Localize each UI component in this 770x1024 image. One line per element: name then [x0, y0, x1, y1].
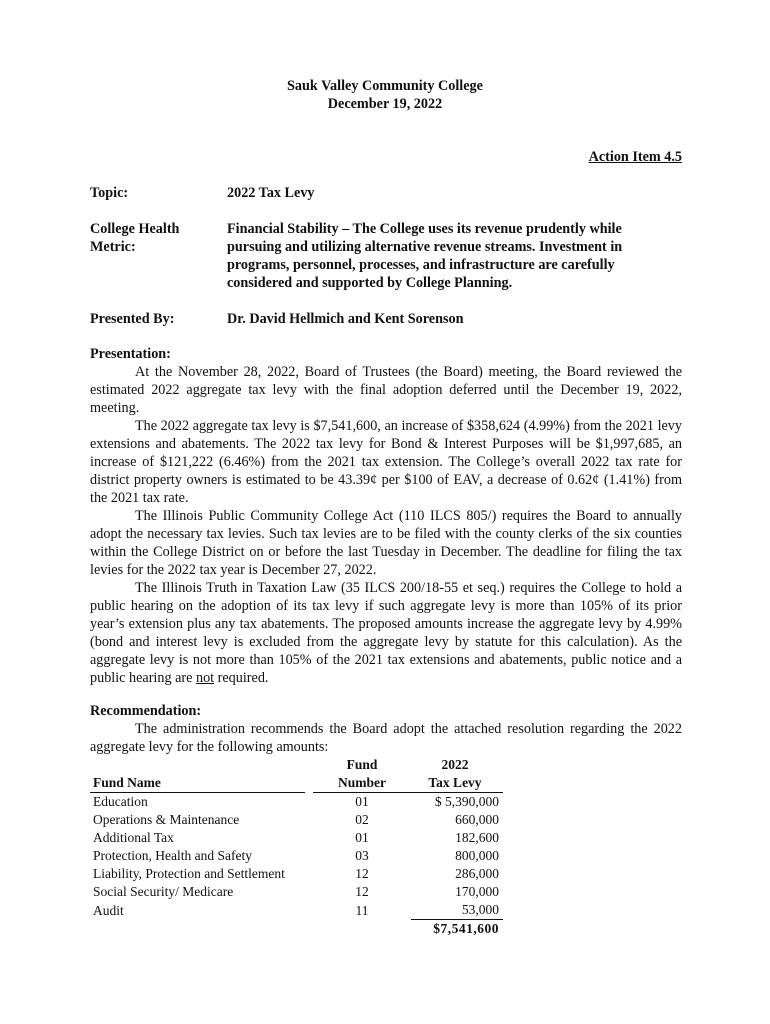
fund-levy: 53,000 [461, 902, 499, 917]
table-row [90, 793, 503, 812]
fund-levy: 800,000 [455, 848, 499, 863]
fund-number: 01 [355, 830, 369, 845]
fund-name: Additional Tax [93, 830, 174, 845]
table-row [90, 883, 503, 901]
meeting-date: December 19, 2022 [327, 96, 443, 112]
presented-by-value: Dr. David Hellmich and Kent Sorenson [227, 311, 464, 327]
table-total-row [90, 920, 503, 939]
presented-by-label: Presented By: [90, 311, 175, 327]
table-header-row-2 [90, 774, 503, 793]
recommendation-body [90, 720, 682, 756]
metric-label-line2: Metric: [90, 239, 136, 255]
metric-label-line1: College Health [90, 221, 180, 237]
fund-number: 01 [355, 794, 369, 809]
table-row [90, 901, 503, 920]
fund-name: Liability, Protection and Settlement [93, 866, 285, 881]
paragraph-4-end: required. [214, 670, 269, 686]
presentation-paragraph-4 [90, 579, 682, 687]
fund-number: 12 [355, 866, 369, 881]
fund-name: Education [93, 794, 148, 809]
presentation-paragraph-3: The Illinois Public Community College Act (110 ILCS 805/) requires the Board to annually adopt the necessary tax levies. Such tax levies are to be filed with the county clerks of the six counties within the College District on or before the last Tuesday in December. The deadline for filing the tax levies for the 2022 tax year is December 27, 2022. [90, 508, 682, 578]
metric-value: Financial Stability – The College uses its revenue prudently while pursuing and utilizing alternative revenue streams. Investment in programs, personnel, processes, and infrastructure are carefully considered and supported by College Planning. [227, 221, 623, 291]
table-header-row-1 [90, 756, 503, 774]
college-name: Sauk Valley Community College [287, 78, 483, 94]
presentation-paragraph-1: At the November 28, 2022, Board of Trustees (the Board) meeting, the Board reviewed the estimated 2022 aggregate tax levy with the final adoption deferred until the December 19, 2022, meeting. [90, 364, 682, 416]
paragraph-4-text: The Illinois Truth in Taxation Law (35 ILCS 200/18-55 et seq.) requires the College to hold a public hearing on the adoption of its tax levy if such aggregate levy is more than 105% of its prior year’s extension plus any tax abatements. The proposed amounts increase the aggregate levy by 4.99% (bond and interest levy is excluded from the aggregate levy by statute for this calculation). As the aggregate levy is not more than 105% of the 2021 tax extensions and abatements, public notice and a public hearing are [90, 580, 682, 686]
fund-levy: $ 5,390,000 [434, 794, 499, 809]
fund-levy: 660,000 [455, 812, 499, 827]
presentation-heading: Presentation: [90, 346, 171, 362]
fund-name: Audit [93, 902, 124, 918]
tax-levy-header-line1: 2022 [441, 757, 469, 772]
fund-name: Operations & Maintenance [93, 812, 240, 827]
fund-name: Protection, Health and Safety [93, 848, 252, 863]
fund-levy: 286,000 [455, 866, 499, 881]
fund-name-header: Fund Name [90, 774, 305, 793]
topic-value: 2022 Tax Levy [227, 185, 315, 201]
fund-number: 03 [355, 848, 369, 863]
fund-number: 11 [355, 902, 369, 918]
recommendation-heading: Recommendation: [90, 703, 202, 719]
table-row [90, 811, 503, 829]
recommendation-text: The administration recommends the Board adopt the attached resolution regarding the 2022 aggregate levy for the following amounts: [90, 721, 682, 755]
fund-name: Social Security/ Medicare [93, 884, 234, 899]
fund-number: 12 [355, 884, 369, 899]
fund-number: 02 [355, 812, 369, 827]
table-row [90, 847, 503, 865]
paragraph-4-not: not [195, 670, 215, 686]
fund-number-header-line2: Number [313, 774, 411, 793]
fund-number-header-line1: Fund [346, 757, 378, 772]
fund-levy-table [90, 756, 503, 938]
topic-label: Topic: [90, 185, 129, 201]
fund-levy: 182,600 [455, 830, 499, 845]
presentation-body [90, 363, 682, 687]
table-row [90, 829, 503, 847]
fund-levy: 170,000 [455, 884, 499, 899]
total-levy: $7,541,600 [411, 920, 503, 939]
table-row [90, 865, 503, 883]
presentation-paragraph-2: The 2022 aggregate tax levy is $7,541,600, an increase of $358,624 (4.99%) from the 2021 levy extensions and abatements. The 2022 tax levy for Bond & Interest Purposes will be $1,997,685, an increase of $121,222 (6.46%) from the 2021 tax extension. The College’s overall 2022 tax rate for district property owners is estimated to be 43.39¢ per $100 of EAV, a decrease of 0.62¢ (1.41%) from the 2021 tax rate. [90, 418, 682, 506]
tax-levy-header-line2: Tax Levy [411, 774, 503, 793]
action-item-label: Action Item 4.5 [588, 149, 682, 165]
